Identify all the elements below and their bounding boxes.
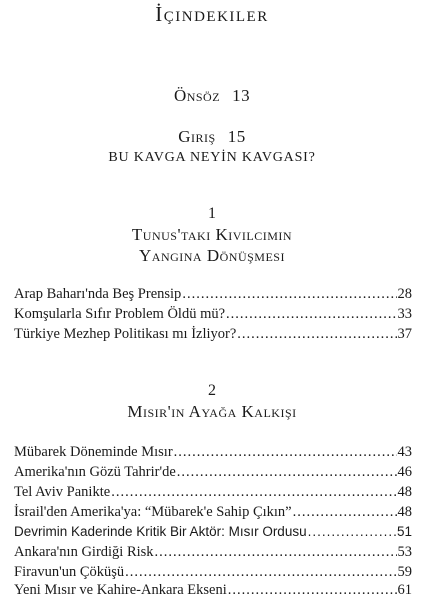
toc-entry[interactable]	[14, 524, 412, 544]
toc-entry-title: Mübarek Döneminde Mısır	[14, 444, 173, 460]
toc-entry[interactable]	[14, 464, 412, 484]
toc-entry[interactable]	[14, 582, 412, 602]
toc-entry[interactable]	[14, 306, 412, 326]
toc-entry-title: Türkiye Mezhep Politikası mı İzliyor?	[14, 326, 237, 342]
toc-entry[interactable]	[14, 504, 412, 524]
front-item-label: Önsöz	[173, 86, 221, 105]
toc-entry-title: Firavun'un Çöküşü	[14, 564, 125, 580]
front-item-giris	[0, 127, 424, 147]
front-item-page: 13	[232, 86, 251, 105]
toc-entry-title: Devrimin Kaderinde Kritik Bir Aktör: Mısır Ordusu	[14, 524, 307, 539]
toc-entry[interactable]	[14, 444, 412, 464]
toc-entry[interactable]	[14, 286, 412, 306]
front-item-onsoz	[0, 86, 424, 106]
dot-leader	[182, 286, 396, 303]
toc-entry-title: Ankara'nın Girdiği Risk	[14, 544, 154, 560]
section-title-line: Yangına Dönüşmesi	[139, 246, 285, 265]
toc-entry-title: Arap Baharı'nda Beş Prensip	[14, 286, 182, 302]
dot-leader	[237, 326, 396, 343]
toc-entry-title: Yeni Mısır ve Kahire-Ankara Ekseni	[14, 582, 227, 598]
toc-entry-page: 48	[397, 484, 412, 500]
dot-leader	[177, 464, 397, 481]
toc-entry-page: 53	[397, 544, 412, 560]
toc-entry[interactable]	[14, 564, 412, 584]
toc-entry-page: 46	[397, 464, 412, 480]
toc-entry-title: Amerika'nın Gözü Tahrir'de	[14, 464, 176, 480]
toc-entry-page: 59	[397, 564, 412, 580]
toc-entry-page: 28	[397, 286, 412, 302]
toc-entry[interactable]	[14, 484, 412, 504]
front-item-label: Giriş	[178, 127, 216, 146]
section-number: 1	[208, 205, 216, 222]
toc-entry[interactable]	[14, 326, 412, 346]
toc-entry-page: 33	[397, 306, 412, 322]
toc-entry-page: 37	[397, 326, 412, 342]
toc-entry[interactable]	[14, 544, 412, 564]
toc-entry-page: 43	[397, 444, 412, 460]
front-item-subtitle: BU KAVGA NEYİN KAVGASI?	[108, 150, 316, 165]
dot-leader	[228, 582, 397, 599]
front-item-page: 15	[227, 127, 246, 146]
section-title-line: Tunus'taki Kıvılcımın	[131, 225, 293, 244]
toc-entry-title: Komşularla Sıfır Problem Öldü mü?	[14, 306, 226, 322]
dot-leader	[293, 504, 397, 521]
page-title: İçindekiler	[155, 2, 269, 26]
toc-entry-page: 48	[397, 504, 412, 520]
toc-entry-title: İsrail'den Amerika'ya: “Mübarek'e Sahip Çıkın”	[14, 504, 292, 520]
dot-leader	[155, 544, 397, 561]
dot-leader	[308, 524, 396, 539]
section-number: 2	[208, 382, 216, 399]
dot-leader	[125, 564, 396, 581]
toc-entry-title: Tel Aviv Panikte	[14, 484, 111, 500]
dot-leader	[226, 306, 396, 323]
toc-entry-page: 51	[396, 524, 412, 539]
section-title-line: Mısır'ın Ayağa Kalkışı	[127, 402, 297, 421]
toc-entry-page: 61	[397, 582, 412, 598]
dot-leader	[111, 484, 396, 501]
dot-leader	[174, 444, 397, 461]
